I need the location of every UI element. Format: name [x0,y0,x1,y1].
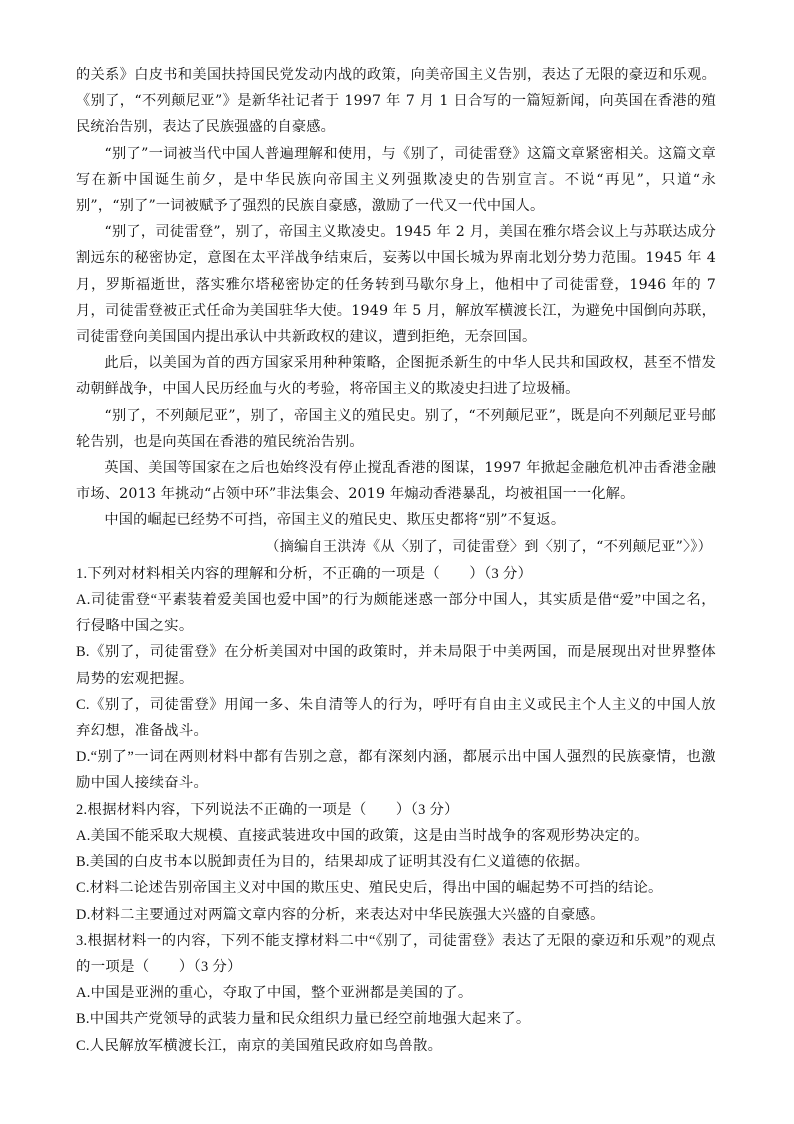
passage-paragraph: “别了，不列颠尼亚”，别了，帝国主义的殖民史。别了，“不列颠尼亚”，既是向不列颠尼亚号邮轮告别，也是向英国在香港的殖民统治告别。 [76,407,716,450]
answer-option: B.中国共产党领导的武装力量和民众组织力量已经空前地强大起来了。 [76,1011,531,1028]
answer-option: D.“别了”一词在两则材料中都有告别之意，都有深刻内涵，都展示出中国人强烈的民族豪情，也激励中国人接续奋斗。 [76,749,716,792]
answer-option: B.《别了，司徒雷登》在分析美国对中国的政策时，并未局限于中美两国，而是展现出对世界整体局势的宏观把握。 [76,644,716,687]
answer-option: C.人民解放军横渡长江，南京的美国殖民政府如鸟兽散。 [76,1037,443,1054]
passage-paragraph: 中国的崛起已经势不可挡，帝国主义的殖民史、欺压史都将“别”不复返。 [104,512,566,529]
answer-option: A.美国不能采取大规模、直接武装进攻中国的政策，这是由当时战争的客观形势决定的。 [76,827,649,844]
answer-option: A.中国是亚洲的重心，夺取了中国，整个亚洲都是美国的了。 [76,985,473,1002]
passage-paragraph: 此后，以美国为首的西方国家采用种种策略，企图扼杀新生的中华人民共和国政权，甚至不惜发动朝鲜战争，中国人民历经血与火的考验，将帝国主义的欺凌史扫进了垃圾桶。 [76,355,716,398]
answer-option: C.《别了，司徒雷登》用闻一多、朱自清等人的行为，呼吁有自由主义或民主个人主义的中国人放弃幻想，准备战斗。 [76,696,716,740]
passage-source-citation: （摘编自王洪涛《从〈别了，司徒雷登〉到〈别了，“不列颠尼亚”〉》） [265,538,712,555]
passage-paragraph: “别了，司徒雷登”，别了，帝国主义欺凌史。1945 年 2 月，美国在雅尔塔会议上与苏联达成分割远东的秘密协定，意图在太平洋战争结束后，妄莠以中国长城为界南北划分势力范围。1945 年 4 月，罗斯福逝世，落实雅尔塔秘密协定的任务转到马歇尔身上，他相中了司徒雷登，1946 年的 7 月，司徒雷登被正式任命为美国驻华大使。1949 年 5 月，解放军横渡长江，为避免中国倒向苏联，司徒雷登向美国国内提出承认中共新政权的建议，遭到拒绝，无奈回国。 [76,224,716,346]
reading-passage [76,62,716,560]
passage-paragraph: “别了”一词被当代中国人普遍理解和使用，与《别了，司徒雷登》这篇文章紧密相关。这篇文章写在新中国诞生前夕，是中华民族向帝国主义列强欺凌史的告别宣言。不说“再见”，只道“永别”，“别了”一词被赋予了强烈的民族自豪感，激励了一代又一代中国人。 [76,145,716,215]
answer-option: B.美国的白皮书本以脱卸责任为目的，结果却成了证明其没有仁义道德的依据。 [76,854,590,871]
question-stem: 1.下列对材料相关内容的理解和分析，不正确的一项是（ ）（3 分） [76,565,533,582]
answer-option: A.司徒雷登“平素装着爱美国也爱中国”的行为颇能迷惑一部分中国人，其实质是借“爱”中国之名，行侵略中国之实。 [76,592,716,635]
passage-paragraph: 的关系》白皮书和美国扶持国民党发动内战的政策，向美帝国主义告别，表达了无限的豪迈和乐观。《别了，“不列颠尼亚”》是新华社记者于 1997 年 7 月 1 日合写的一篇短新闻，向英国在香港的殖民统治告别，表达了民族强盛的自豪感。 [76,67,716,136]
question-section [76,561,716,1059]
question-stem: 3.根据材料一的内容，下列不能支撑材料二中“《别了，司徒雷登》表达了无限的豪迈和乐观”的观点的一项是（ ）（3 分） [76,932,716,975]
answer-option: D.材料二主要通过对两篇文章内容的分析，来表达对中华民族强大兴盛的自豪感。 [76,906,605,923]
answer-option: C.材料二论述告别帝国主义对中国的欺压史、殖民史后，得出中国的崛起势不可挡的结论。 [76,880,663,897]
question-stem: 2.根据材料内容，下列说法不正确的一项是（ ）（3 分） [76,801,459,818]
passage-paragraph: 英国、美国等国家在之后也始终没有停止搅乱香港的图谋，1997 年掀起金融危机冲击香港金融市场、2013 年挑动“占领中环”非法集会、2019 年煽动香港暴乱，均被祖国一一化解。 [76,460,716,503]
